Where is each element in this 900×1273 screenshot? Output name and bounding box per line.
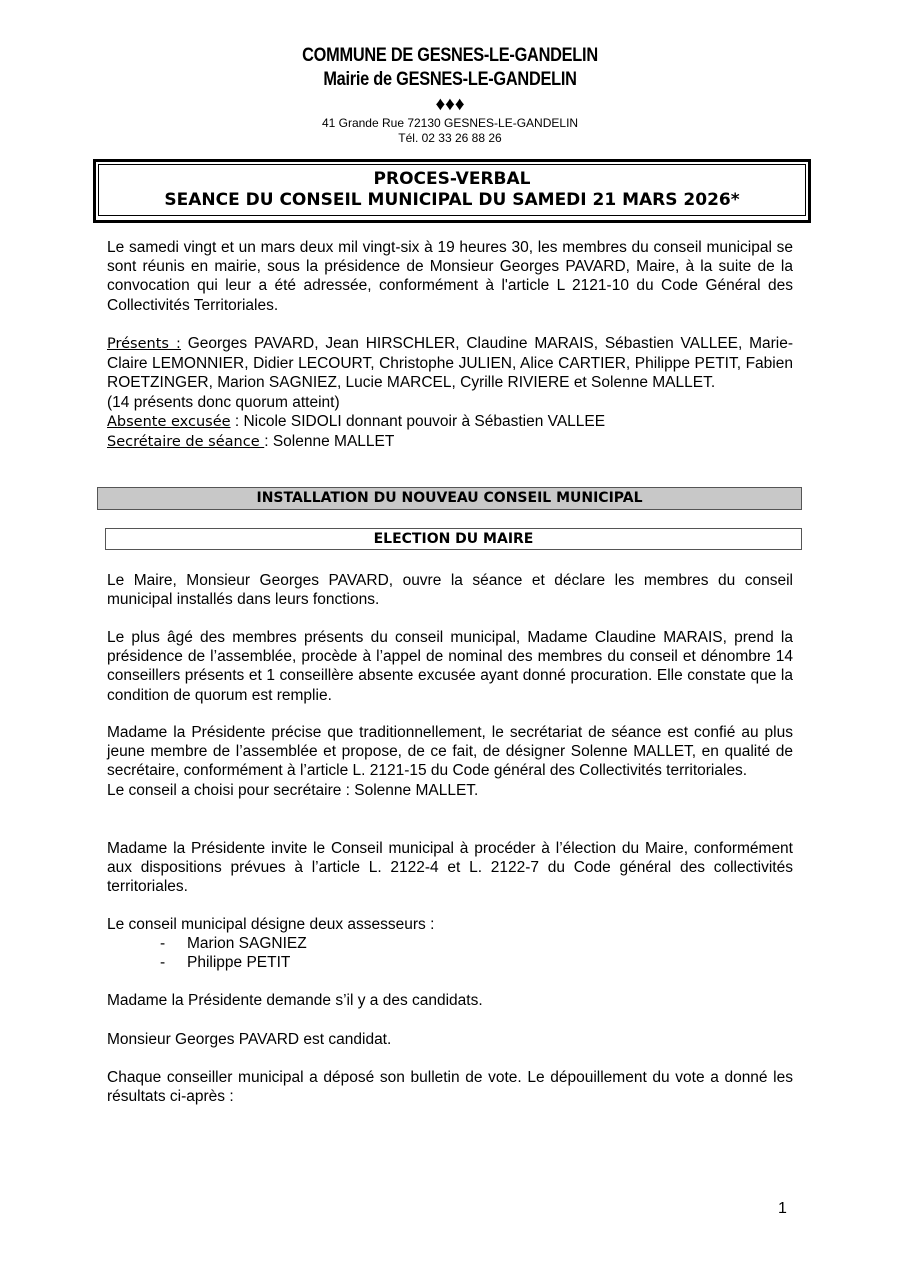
- intro-block: [107, 238, 793, 315]
- absent-text: : Nicole SIDOLI donnant pouvoir à Sébastien VALLEE: [230, 412, 606, 430]
- secretary-text: : Solenne MALLET: [264, 433, 395, 451]
- present-label: Présents :: [107, 336, 181, 352]
- quorum-line: (14 présents donc quorum atteint): [107, 393, 340, 411]
- page-number: 1: [778, 1200, 787, 1217]
- paragraph-secretary: Madame la Présidente précise que traditionnellement, le secrétariat de séance est confié au plus jeune membre de l’assemblée et propose, de ce fait, de désigner Solenne MALLET, en qualité de secrétaire, conformément à l’article L. 2121-15 du Code général des Collectivités territoriales.: [107, 724, 793, 780]
- title-box: [93, 159, 811, 223]
- mairie-name: Mairie de GESNES-LE-GANDELIN: [323, 69, 577, 90]
- p7-block: [107, 1030, 793, 1049]
- paragraph-assessors: Le conseil municipal désigne deux assesseurs :: [107, 916, 435, 933]
- diamond-ornament-icon: ♦♦♦: [435, 94, 465, 115]
- paragraph-opening: Le Maire, Monsieur Georges PAVARD, ouvre la séance et déclare les membres du conseil municipal installés dans leurs fonctions.: [107, 572, 793, 609]
- paragraph-secretary-choice: Le conseil a choisi pour secrétaire : Solenne MALLET.: [107, 781, 479, 799]
- title-line-1: PROCES-VERBAL: [373, 169, 531, 189]
- commune-name: COMMUNE DE GESNES-LE-GANDELIN: [302, 45, 598, 66]
- paragraph-candidates: Madame la Présidente demande s’il y a des candidats.: [107, 992, 483, 1009]
- absent-label: Absente excusée: [107, 413, 231, 430]
- section-election: ELECTION DU MAIRE: [105, 528, 802, 550]
- address: 41 Grande Rue 72130 GESNES-LE-GANDELIN: [321, 116, 579, 130]
- paragraph-candidate: Monsieur Georges PAVARD est candidat.: [107, 1031, 392, 1048]
- p8-block: [107, 1068, 793, 1106]
- present-names: Georges PAVARD, Jean HIRSCHLER, Claudine MARAIS, Sébastien VALLEE, Marie-Claire LEMONNIER, Didier LECOURT, Christophe JULIEN, Alice CARTIER, Philippe PETIT, Fabien ROETZINGER, Marion SAGNIEZ, Lucie MARCEL, Cyrille RIVIERE et Solenne MALLET.: [107, 335, 794, 392]
- p5-block: [107, 915, 793, 973]
- intro-paragraph: Le samedi vingt et un mars deux mil vingt-six à 19 heures 30, les membres du conseil municipal se sont réunis en mairie, sous la présidence de Monsieur Georges PAVARD, Maire, à la suite de la convocation qui leur a été adressée, conformément à l'article L 2121-10 du Code Général des Collectivités Territoriales.: [107, 239, 793, 314]
- secretary-line: [107, 432, 793, 452]
- secretary-label: Secrétaire de séance: [107, 434, 265, 451]
- p1-block: [107, 571, 793, 609]
- title-line-2: SEANCE DU CONSEIL MUNICIPAL DU SAMEDI 21 MARS 2026*: [164, 190, 740, 210]
- attendance-block: [107, 334, 793, 452]
- p2-block: [107, 628, 793, 705]
- p4-block: [107, 839, 793, 897]
- p6-block: [107, 991, 793, 1010]
- phone: Tél. 02 33 26 88 26: [398, 131, 502, 145]
- list-item: - Marion SAGNIEZ: [160, 935, 307, 953]
- paragraph-election-invite: Madame la Présidente invite le Conseil municipal à procéder à l’élection du Maire, conformément aux dispositions prévues à l’article L. 2122-4 et L. 2122-7 du Code général des collectivités territoriales.: [107, 840, 793, 896]
- letterhead: [0, 44, 900, 146]
- section-installation: INSTALLATION DU NOUVEAU CONSEIL MUNICIPAL: [97, 487, 802, 510]
- list-item: - Philippe PETIT: [160, 954, 291, 972]
- p3-block: [107, 723, 793, 800]
- present-paragraph: [107, 334, 793, 393]
- paragraph-presidency: Le plus âgé des membres présents du conseil municipal, Madame Claudine MARAIS, prend la présidence de l’assemblée, procède à l’appel de nominal des membres du conseil et dénombre 14 conseillers présents et 1 conseillère absente excusée ayant donné procuration. Elle constate que la condition de quorum est remplie.: [107, 629, 793, 704]
- paragraph-vote: Chaque conseiller municipal a déposé son bulletin de vote. Le dépouillement du vote a donné les résultats ci-après :: [107, 1069, 793, 1106]
- assessor-list: [107, 934, 793, 972]
- absent-line: [107, 412, 793, 432]
